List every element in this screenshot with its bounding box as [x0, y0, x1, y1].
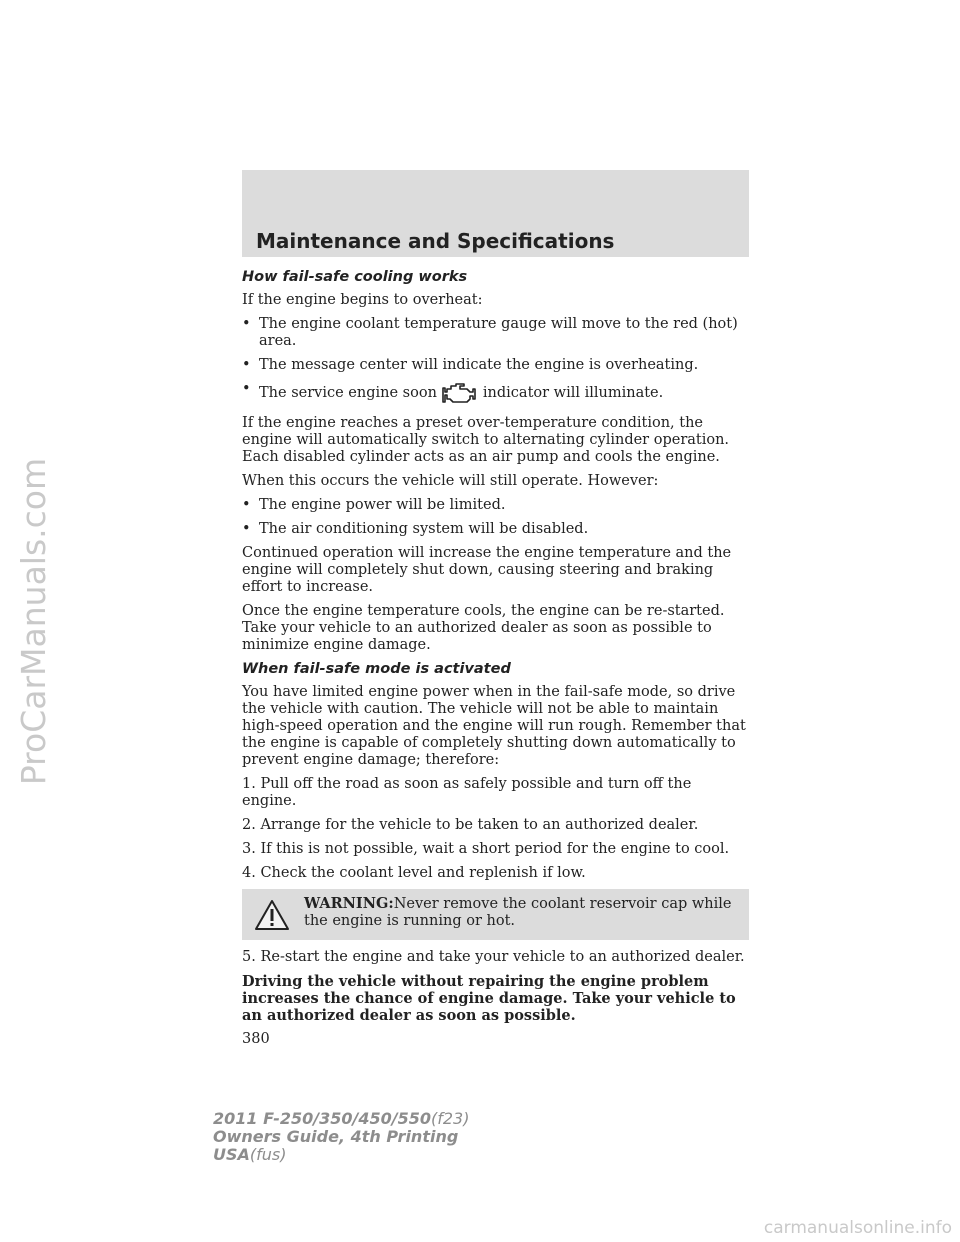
page-content — [242, 269, 749, 1048]
step-2: 2. Arrange for the vehicle to be taken to an authorized dealer. — [242, 817, 699, 833]
bullet-dot: • — [242, 497, 251, 513]
step-4: 4. Check the coolant level and replenish if low. — [242, 865, 586, 881]
bullet-text: The air conditioning system will be disabled. — [259, 521, 589, 537]
side-watermark — [14, 0, 54, 1242]
side-watermark-text: ProCarManuals.com — [14, 457, 54, 785]
bullet-text-after: indicator will illuminate. — [482, 385, 664, 401]
paragraph: You have limited engine power when in the fail-safe mode, so drive the vehicle with caution. The vehicle will not be able to maintain high-speed operation and the engine will run rough. Remember that the engine is capable of completely shutting down automatically to prevent engine damage; therefore: — [242, 684, 746, 768]
check-engine-icon — [441, 381, 477, 408]
footer-model-code: (f23) — [431, 1109, 470, 1128]
bullet-dot: • — [242, 316, 251, 332]
bullet-dot: • — [242, 381, 251, 397]
footer-region: USA — [213, 1145, 250, 1164]
paragraph: If the engine begins to overheat: — [242, 292, 483, 308]
footer-line-2: Owners Guide, 4th Printing — [213, 1127, 459, 1146]
bullet-dot: • — [242, 357, 251, 373]
footer-line-1 — [213, 1110, 469, 1128]
footer-model: 2011 F-250/350/450/550 — [213, 1109, 431, 1128]
bullet-text: The message center will indicate the engine is overheating. — [259, 357, 699, 373]
bullet-text: The engine power will be limited. — [259, 497, 506, 513]
bold-notice: Driving the vehicle without repairing the engine problem increases the chance of engine damage. Take your vehicle to an authorized dealer as soon as possible. — [242, 973, 736, 1024]
bullet-text-with-icon — [259, 381, 663, 408]
paragraph: Continued operation will increase the engine temperature and the engine will completely shut down, causing steering and braking effort to increase. — [242, 545, 732, 595]
subheading-fail-safe-cooling: How fail-safe cooling works — [242, 269, 468, 285]
document-footer — [213, 1110, 469, 1164]
step-1: 1. Pull off the road as soon as safely possible and turn off the engine. — [242, 776, 692, 809]
bullet-item — [242, 521, 749, 538]
bullet-dot: • — [242, 521, 251, 537]
bullet-item — [242, 381, 749, 408]
warning-box — [242, 889, 749, 940]
warning-message: Never remove the coolant reservoir cap while the engine is running or hot. — [304, 896, 732, 929]
warning-triangle-icon — [254, 899, 290, 931]
bullet-text: The engine coolant temperature gauge will move to the red (hot) area. — [259, 316, 738, 349]
section-title: Maintenance and Specifications — [256, 229, 615, 253]
bullet-item — [242, 357, 749, 374]
footer-line-3 — [213, 1146, 469, 1164]
warning-label: WARNING: — [304, 895, 394, 912]
page-number: 380 — [242, 1031, 270, 1047]
step-5: 5. Re-start the engine and take your vehicle to an authorized dealer. — [242, 949, 745, 965]
bullet-text-before: The service engine soon — [259, 385, 437, 401]
paragraph: When this occurs the vehicle will still operate. However: — [242, 473, 659, 489]
section-header — [242, 170, 749, 257]
bullet-item — [242, 497, 749, 514]
step-3: 3. If this is not possible, wait a short period for the engine to cool. — [242, 841, 730, 857]
warning-text-block — [304, 895, 739, 930]
bullet-item — [242, 316, 749, 350]
bottom-watermark: carmanualsonline.info — [763, 1218, 952, 1238]
subheading-fail-safe-mode: When fail-safe mode is activated — [242, 661, 511, 677]
paragraph: Once the engine temperature cools, the engine can be re-started. Take your vehicle to an authorized dealer as soon as possible to minimize engine damage. — [242, 603, 725, 653]
footer-region-code: (fus) — [249, 1145, 287, 1164]
paragraph: If the engine reaches a preset over-temperature condition, the engine will automatically switch to alternating cylinder operation. Each disabled cylinder acts as an air pump and cools the engine. — [242, 415, 730, 465]
